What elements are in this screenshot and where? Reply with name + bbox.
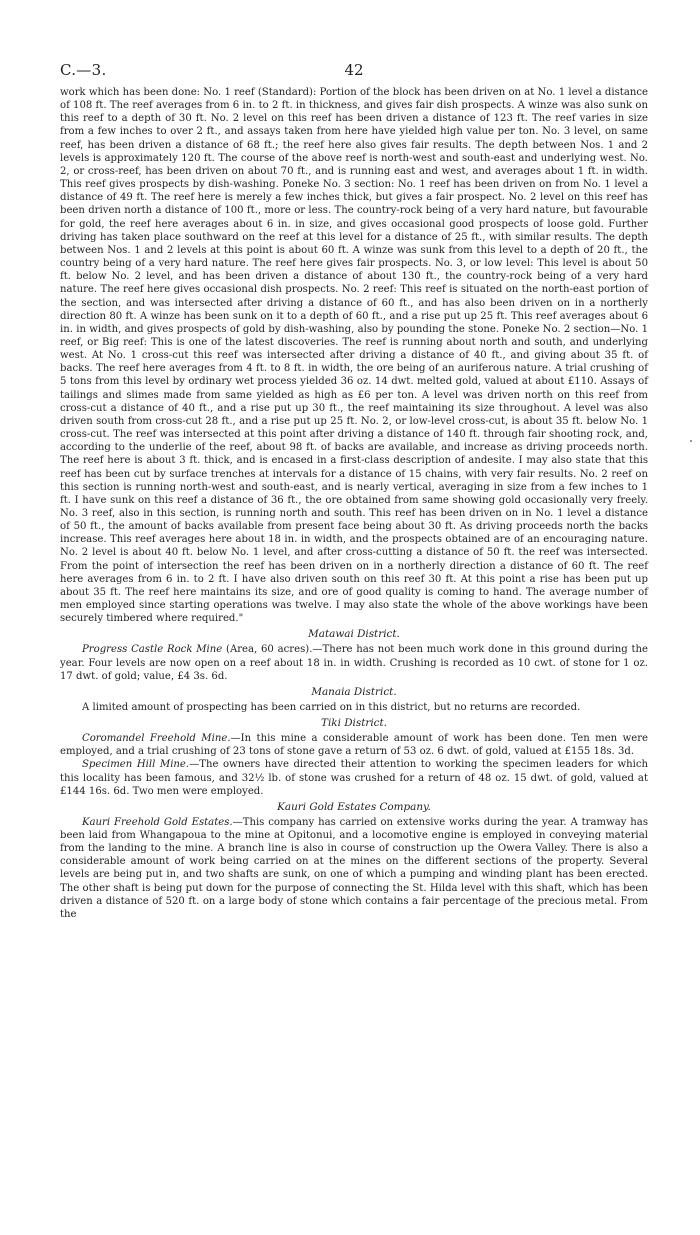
matawai-text: (Area, 60 acres).—There has not been much work done in this ground during the year. Four levels are now open on a reef about 18 in. in width. Crushing is recorded as 10 cwt. of stone for 1 oz. 17 dwt. of gold; value, £4 3s. 6d. bbox=[60, 644, 648, 682]
coromandel-paragraph bbox=[60, 732, 648, 758]
manaia-paragraph: A limited amount of prospecting has been carried on in this district, but no returns are recorded. bbox=[82, 701, 581, 713]
matawai-paragraph bbox=[60, 643, 648, 682]
specimen-mine-name: Specimen Hill Mine. bbox=[82, 759, 190, 771]
matawai-heading: Matawai District. bbox=[308, 628, 400, 641]
kauri-estate-name: Kauri Freehold Gold Estates. bbox=[82, 816, 233, 828]
margin-speck bbox=[690, 440, 692, 442]
specimen-paragraph bbox=[60, 758, 648, 797]
kauri-heading: Kauri Gold Estates Company. bbox=[277, 800, 431, 813]
matawai-mine-name: Progress Castle Rock Mine bbox=[82, 644, 223, 656]
tiki-heading: Tiki District. bbox=[321, 717, 387, 730]
coromandel-text: —In this mine a considerable amount of work has been done. Ten men were employed, and a trial crushing of 23 tons of stone gave a return of 53 oz. 6 dwt. of gold, valued at £155 18s. 3d. bbox=[60, 733, 648, 758]
intro-paragraph: work which has been done: No. 1 reef (Standard): Portion of the block has been driven on at No. 1 level a distance of 108 ft. The reef averages from 6 in. to 2 ft. in thickness, and gives fair dish prospects. A winze was also sunk on this reef to a depth of 30 ft. No. 2 level on this reef has been driven a distance of 123 ft. The reef varies in size from a few inches to over 2 ft., and assays taken from here have yielded high value per ton. No. 3 level, on same reef, has been driven a distance of 68 ft.; the reef here also gives fair results. The depth between Nos. 1 and 2 levels is approximately 120 ft. The course of the above reef is north-west and south-east and underlying west. No. 2, or cross-reef, has been driven on about 70 ft., and is running east and west, and averages about 1 ft. in width. This reef gives prospects by dish-washing. Poneke No. 3 section: No. 1 reef has been driven on from No. 1 level a distance of 49 ft. The reef here is merely a few inches thick, but gives a fair prospect. No. 2 level on this reef has been driven north a distance of 100 ft., more or less. The country-rock being of a very hard nature, but favourable for gold, the reef here averages about 6 in. in size, and gives occasional good prospects of loose gold. Further driving has taken place southward on the reef at this level for a distance of 25 ft., with similar results. The depth between Nos. 1 and 2 levels at this point is about 60 ft. A winze was sunk from this level to a depth of 20 ft., the country being of a very hard nature. The reef here gives fair prospects. No. 3, or low level: This level is about 50 ft. below No. 2 level, and has been driven a distance of about 130 ft., the country-rock being of a very hard nature. The reef here gives occasional dish prospects. No. 2 reef: This reef is situated on the north-east portion of the section, and was intersected after driving a distance of 60 ft., and has also been driven on in a northerly direction 80 ft. A winze has been sunk on it to a depth of 60 ft., and a rise put up 25 ft. This reef averages about 6 in. in width, and gives prospects of gold by dish-washing, also by pounding the stone. Poneke No. 2 section—No. 1 reef, or Big reef: This is one of the latest discoveries. The reef is running about north and south, and underlying west. At No. 1 cross-cut this reef was intersected after driving a distance of 40 ft., and giving about 35 ft. of backs. The reef here averages from 4 ft. to 8 ft. in width, the ore being of an auriferous nature. A trial crushing of 5 tons from this level by ordinary wet process yielded 36 oz. 14 dwt. melted gold, valued at about £110. Assays of tailings and slimes made from same yielded as high as £6 per ton. A level was driven north on this reef from cross-cut a distance of 40 ft., and a rise put up 30 ft., the reef maintaining its size throughout. A level was also driven south from cross-cut 28 ft., and a rise put up 25 ft. No. 2, or low-level cross-cut, is about 35 ft. below No. 1 cross-cut. The reef was intersected at this point after driving a distance of 140 ft. through fair shooting rock, and, according to the underlie of the reef, about 98 ft. of backs are available, and increase as driving proceeds north. The reef here is about 3 ft. thick, and is encased in a first-class description of andesite. I may also state that this reef has been cut by surface trenches at intervals for a distance of 15 chains, with very fair results. No. 2 reef on this section is running north-west and south-east, and is nearly vertical, averaging in size from a few inches to 1 ft. I have sunk on this reef a distance of 36 ft., the ore obtained from same showing gold occasionally very freely. No. 3 reef, also in this section, is running north and south. This reef has been driven on in No. 1 level a distance of 50 ft., the amount of backs available from present face being about 30 ft. As driving proceeds north the backs increase. This reef averages here about 18 in. in width, and the prospects obtained are of an encouraging nature. No. 2 level is about 40 ft. below No. 1 level, and after cross-cutting a distance of 50 ft. the reef was intersected. From the point of intersection the reef has been driven on in a northerly direction a distance of 60 ft. The reef here averages from 6 in. to 2 ft. I have also driven south on this reef 30 ft. At this point a rise has been put up about 35 ft. The reef here maintains its size, and ore of good quality is coming to hand. The average number of men employed since starting operations was twelve. I may also state the whole of the above workings have been securely timbered where required." bbox=[60, 87, 648, 625]
page-number: 42 bbox=[344, 61, 364, 79]
kauri-text: —This company has carried on extensive works during the year. A tramway has been laid from Whangapoua to the mine at Opitonui, and a locomotive engine is employed in conveying material from the landing to the mine. A branch line is also in course of construction up the Owera Valley. There is also a considerable amount of work being carried on at the mines on the different sections of the property. Several levels are being put in, and two shafts are sunk, on one of which a pumping and winding plant has been erected. The other shaft is being put down for the purpose of connecting the St. Hilda level with this shaft, which has been driven a distance of 520 ft. on a large body of stone which contains a fair percentage of the precious metal. From the bbox=[60, 816, 649, 920]
coromandel-mine-name: Coromandel Freehold Mine. bbox=[82, 733, 231, 745]
page-header bbox=[60, 0, 648, 86]
specimen-text: —The owners have directed their attention to working the specimen leaders for which this locality has been famous, and 32½ lb. of stone was crushed for a return of 48 oz. 15 dwt. of gold, valued at £144 16s. 6d. Two men were employed. bbox=[60, 759, 648, 797]
manaia-heading: Manaia District. bbox=[311, 685, 397, 698]
document-reference: C.—3. bbox=[60, 61, 107, 79]
kauri-paragraph bbox=[60, 816, 648, 921]
